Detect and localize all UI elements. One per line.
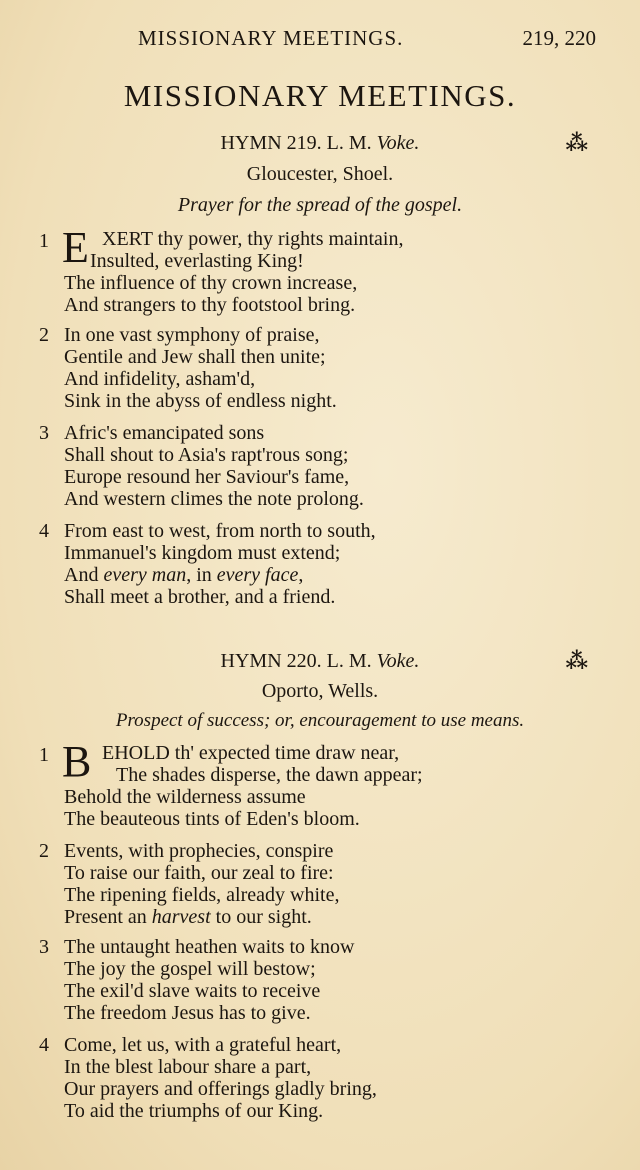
verse-line: The shades disperse, the dawn appear;	[116, 764, 423, 786]
verse-line: And western climes the note prolong.	[64, 488, 364, 510]
stanza-number: 1	[39, 744, 49, 766]
italic-word: every man	[103, 564, 187, 586]
verse-line: Insulted, everlasting King!	[90, 250, 304, 272]
verse-line: Europe resound her Saviour's fame,	[64, 466, 350, 488]
hymn-subtitle: Prayer for the spread of the gospel.	[177, 194, 463, 216]
stanza-number: 3	[39, 422, 49, 444]
hymn-heading	[0, 132, 640, 155]
stanza-number: 2	[39, 840, 49, 862]
hymn-composer: Voke.	[376, 132, 420, 154]
verse-line: Come, let us, with a grateful heart,	[64, 1034, 342, 1056]
section-title: MISSIONARY MEETINGS.	[123, 78, 517, 113]
tune-names: Oporto, Wells.	[261, 680, 379, 702]
verse-line: From east to west, from north to south,	[64, 520, 376, 542]
verse-line: Afric's emancipated sons	[64, 422, 265, 444]
verse-line: The joy the gospel will bestow;	[64, 958, 316, 980]
stanza-number: 2	[39, 324, 49, 346]
verse-line: The exil'd slave waits to receive	[64, 980, 321, 1002]
verse-line: The freedom Jesus has to give.	[64, 1002, 311, 1024]
drop-cap: E	[62, 223, 89, 272]
hymn-composer: Voke.	[376, 650, 420, 672]
verse-line: Shall meet a brother, and a friend.	[64, 586, 336, 608]
verse-line: Gentile and Jew shall then unite;	[64, 346, 326, 368]
hymn-number: HYMN 220. L. M.	[220, 650, 372, 672]
italic-word: every face	[216, 564, 299, 586]
italic-word: harvest	[151, 906, 211, 928]
verse-line: To aid the triumphs of our King.	[64, 1100, 324, 1122]
hymn-heading	[0, 650, 640, 673]
stanza-number: 1	[39, 230, 49, 252]
stanza-number: 3	[39, 936, 49, 958]
verse-line: Immanuel's kingdom must extend;	[64, 542, 341, 564]
verse-line: Events, with prophecies, conspire	[64, 840, 334, 862]
verse-line: And infidelity, asham'd,	[64, 368, 256, 390]
verse-line: Behold the wilderness assume	[64, 786, 306, 808]
running-title: MISSIONARY MEETINGS.	[138, 26, 404, 50]
hymn-subtitle: Prospect of success; or, encouragement to use means.	[115, 710, 525, 731]
tune-names: Gloucester, Shoel.	[246, 163, 394, 185]
verse-line: And every man, in every face,	[64, 564, 304, 586]
verse-line	[64, 906, 312, 928]
verse-line: Our prayers and offerings gladly bring,	[64, 1078, 377, 1100]
stanza-number: 4	[39, 520, 49, 542]
ornament-mark: ⁂	[565, 130, 588, 155]
hymn-number: HYMN 219. L. M.	[220, 132, 372, 154]
verse-line: The beauteous tints of Eden's bloom.	[64, 808, 360, 830]
stanza-number: 4	[39, 1034, 49, 1056]
verse-line: Shall shout to Asia's rapt'rous song;	[64, 444, 349, 466]
verse-line: EHOLD th' expected time draw near,	[102, 742, 400, 764]
verse-line: Sink in the abyss of endless night.	[64, 390, 337, 412]
page-numbers: 219, 220	[522, 26, 596, 50]
verse-line: And strangers to thy footstool bring.	[64, 294, 356, 316]
verse-line: To raise our faith, our zeal to fire:	[64, 862, 334, 884]
verse-line: The influence of thy crown increase,	[64, 272, 358, 294]
verse-line-text: to our sight.	[210, 906, 312, 928]
verse-line: XERT thy power, thy rights maintain,	[102, 228, 404, 250]
verse-line-text: Present an	[64, 906, 152, 928]
verse-line: In the blest labour share a part,	[64, 1056, 312, 1078]
drop-cap: B	[62, 737, 92, 786]
verse-line: The untaught heathen waits to know	[64, 936, 355, 958]
ornament-mark: ⁂	[565, 648, 588, 673]
running-head	[0, 26, 640, 56]
verse-line: The ripening fields, already white,	[64, 884, 340, 906]
verse-line: In one vast symphony of praise,	[64, 324, 320, 346]
